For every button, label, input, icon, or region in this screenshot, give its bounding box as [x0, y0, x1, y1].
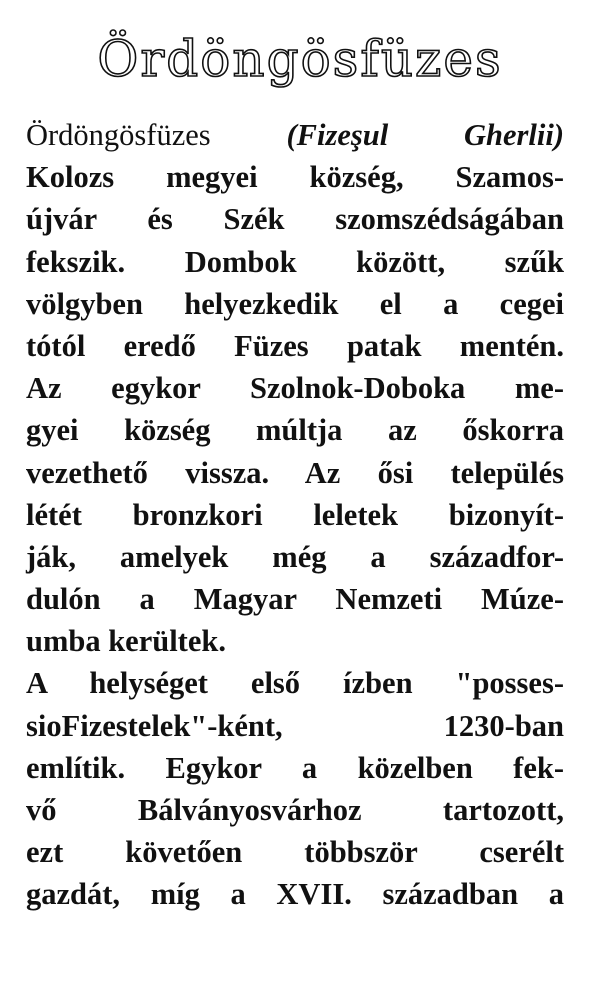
text-line: A helységet első ízben "posses-: [26, 666, 564, 701]
text-line: vő Bálványosvárhoz tartozott,: [26, 793, 564, 827]
text-line: gazdát, míg a XVII. században a: [26, 877, 564, 912]
body-text: [26, 114, 564, 916]
romanian-name: (Fizeşul Gherlii): [286, 118, 564, 152]
text-line: dulón a Magyar Nemzeti Múze-: [26, 582, 564, 617]
text-line: említik. Egykor a közelben fek-: [26, 750, 564, 785]
text-line: újvár és Szék szomszédságában: [26, 202, 564, 237]
text-line: ezt követően többször cserélt: [26, 835, 564, 870]
text-line: [26, 114, 564, 156]
text-line: völgyben helyezkedik el a cegei: [26, 286, 564, 321]
document-title: Ördöngösfüzes: [97, 30, 503, 88]
text-line: ják, amelyek még a századfor-: [26, 539, 564, 574]
text-line: tótól eredő Füzes patak mentén.: [26, 328, 564, 363]
text-line: létét bronzkori leletek bizonyít-: [26, 497, 564, 532]
text-line: Az egykor Szolnok-Doboka me-: [26, 371, 564, 406]
text-line: sioFizestelek"-ként, 1230-ban: [26, 708, 564, 743]
text-line: fekszik. Dombok között, szűk: [26, 244, 564, 279]
text-line: umba kerültek.: [26, 624, 226, 659]
text-line: vezethető vissza. Az ősi település: [26, 455, 564, 490]
text-line: gyei község múltja az őskorra: [26, 413, 564, 448]
place-name: Ördöngösfüzes: [26, 118, 287, 152]
text-line: Kolozs megyei község, Szamos-: [26, 160, 564, 195]
